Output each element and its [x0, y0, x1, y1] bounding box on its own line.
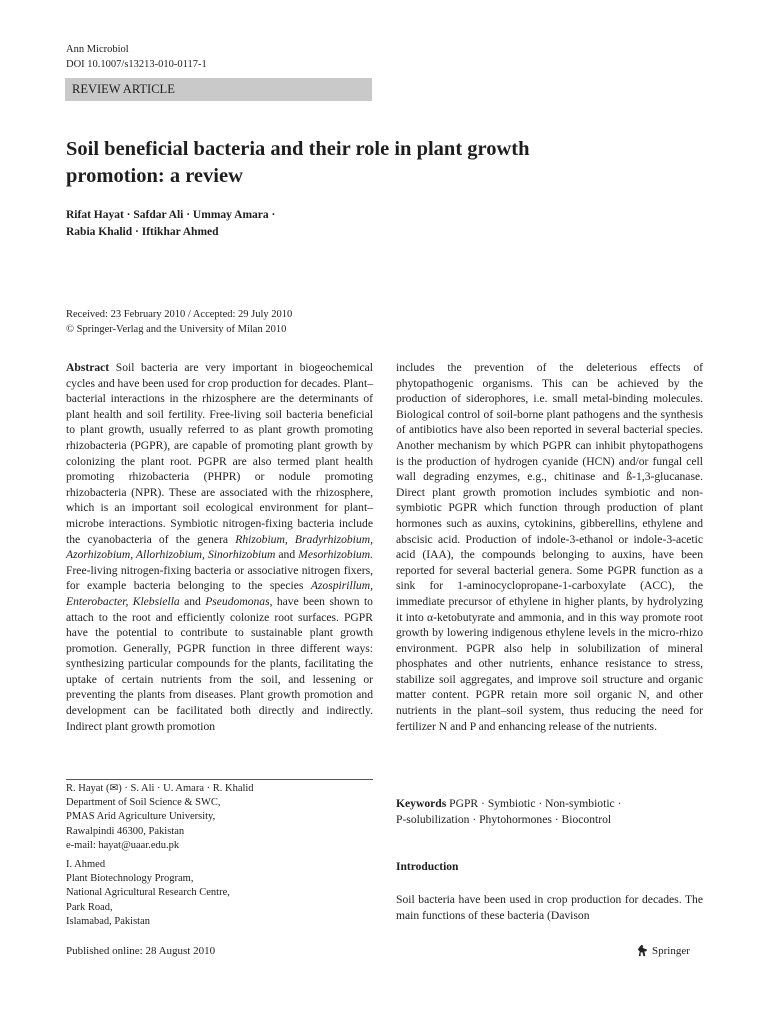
affiliation-program: Plant Biotechnology Program, — [66, 873, 194, 885]
affiliation-city: Rawalpindi 46300, Pakistan — [66, 825, 185, 837]
affiliation-authors: R. Hayat (✉) · S. Ali · U. Amara · R. Khalid — [66, 783, 254, 794]
affiliation-author: I. Ahmed — [66, 859, 106, 870]
copyright-notice: © Springer-Verlag and the University of Milan 2010 — [66, 324, 287, 335]
genus-mesorhizobium: Mesorhizobium. — [298, 548, 373, 562]
doi-link[interactable]: DOI 10.1007/s13213-010-0117-1 — [66, 59, 207, 70]
abstract-left-column — [66, 360, 373, 734]
abstract-right-column — [396, 360, 703, 734]
introduction-text: Soil bacteria have been used in crop production for decades. The main functions of these bacteria (Davison — [396, 893, 703, 922]
article-title — [66, 136, 686, 190]
affiliation-dept: Department of Soil Science & SWC, — [66, 797, 221, 809]
publisher-name: Springer — [652, 944, 690, 957]
publisher-logo — [636, 944, 690, 957]
species-list: Azospirillum, Enterobacter, Klebsiella — [66, 579, 373, 608]
footnote-divider — [66, 779, 373, 780]
abstract-label: Abstract — [66, 361, 110, 374]
affiliation-centre: National Agricultural Research Centre, — [66, 887, 230, 899]
keywords-line-1: PGPR · Symbiotic · Non-symbiotic · — [449, 797, 622, 810]
keywords-label: Keywords — [396, 797, 447, 810]
affiliation-university: PMAS Arid Agriculture University, — [66, 811, 216, 823]
article-type-banner: REVIEW ARTICLE — [65, 78, 372, 101]
journal-name: Ann Microbiol — [66, 44, 129, 55]
author-list — [66, 207, 466, 241]
affiliation-block-1 — [66, 782, 373, 853]
affiliation-road: Park Road, — [66, 901, 113, 913]
keywords-block — [396, 796, 706, 828]
affiliation-city: Islamabad, Pakistan — [66, 915, 150, 927]
affiliation-block-2 — [66, 858, 373, 929]
introduction-heading: Introduction — [396, 861, 459, 873]
abstract-paragraph: Abstract Soil bacteria are very important in biogeochemical cycles and have been used for crop production for decades. Plant–bacterial interactions in the rhizosphere are the determinants of plant health and soil fertility. Free-living soil bacteria beneficial to plant growth, usually referred to as plant growth promoting rhizobacteria (PGPR), are capable of promoting plant growth by colonizing the plant root. PGPR are also termed plant health promoting rhizobacteria (PHPR) or nodule promoting rhizobacteria (NPR). These are associated with the rhizosphere, which is an important soil ecological environment for plant–microbe interactions. Symbiotic nitrogen-fixing bacteria include the cyanobacteria of the genera Rhizobium, Bradyrhizobium, Azorhizobium, Allorhizobium, Sinorhizobium and Mesorhizobium. Free-living nitrogen-fixing bacteria or associative nitrogen fixers, for example bacteria belonging to the species Azospirillum, Enterobacter, Klebsiella and Pseudomonas, have been shown to attach to the root and efficiently colonize root surfaces. PGPR have the potential to contribute to sustainable plant growth promotion. Generally, PGPR function in three different ways: synthesizing particular compounds for the plants, facilitating the uptake of certain nutrients from the soil, and lessening or preventing the plants from diseases. Plant growth promotion and development can be facilitated both directly and indirectly. Indirect plant growth promotion — [66, 361, 373, 733]
journal-header — [66, 42, 207, 72]
affiliation-email[interactable]: e-mail: hayat@uaar.edu.pk — [66, 839, 180, 851]
title-line-1: Soil beneficial bacteria and their role in plant growth — [66, 138, 530, 160]
authors-line-1: Rifat Hayat · Safdar Ali · Ummay Amara · — [66, 209, 276, 221]
abstract-continuation: includes the prevention of the deleterious effects of phytopathogenic organisms. This can be achieved by the production of siderophores, i.e. small metal-binding molecules. Biological control of soil-borne plant pathogens and the synthesis of antibiotics have also been reported in several bacterial species. Another mechanism by which PGPR can inhibit phytopathogens is the production of hydrogen cyanide (HCN) and/or fungal cell wall degrading enzymes, e.g., chitinase and ß-1,3-glucanase. Direct plant growth promotion includes symbiotic and non-symbiotic PGPR which function through production of plant hormones such as auxins, cytokinins, gibberellins, ethylene and abscisic acid. Production of indole-3-ethanol or indole-3-acetic acid (IAA), the compounds belonging to auxins, have been reported for several bacterial genera. Some PGPR function as a sink for 1-aminocyclopropane-1-carboxylate (ACC), the immediate precursor of ethylene in higher plants, by hydrolyzing it into α-ketobutyrate and ammonia, and in this way promote root growth by lowering indigenous ethylene levels in the micro-rhizo environment. PGPR also help in solubilization of mineral phosphates and other nutrients, enhance resistance to stress, stabilize soil aggregates, and improve soil structure and organic matter content. PGPR retain more soil organic N, and other nutrients in the plant–soil system, thus reducing the need for fertilizer N and P and enhancing release of the nutrients. — [396, 361, 703, 733]
received-date: Received: 23 February 2010 / Accepted: 29 July 2010 — [66, 309, 293, 320]
dates-block — [66, 307, 292, 337]
title-line-2: promotion: a review — [66, 165, 243, 187]
published-date: Published online: 28 August 2010 — [66, 945, 216, 957]
genus-pseudomonas: Pseudomonas — [205, 594, 270, 608]
springer-horse-icon — [636, 944, 649, 957]
genera-list: Rhizobium, Bradyrhizobium, Azorhizobium, Allorhizobium, Sinorhizobium — [66, 532, 373, 562]
authors-line-2: Rabia Khalid · Iftikhar Ahmed — [66, 226, 219, 238]
keywords-line-2: P-solubilization · Phytohormones · Biocontrol — [396, 813, 612, 826]
